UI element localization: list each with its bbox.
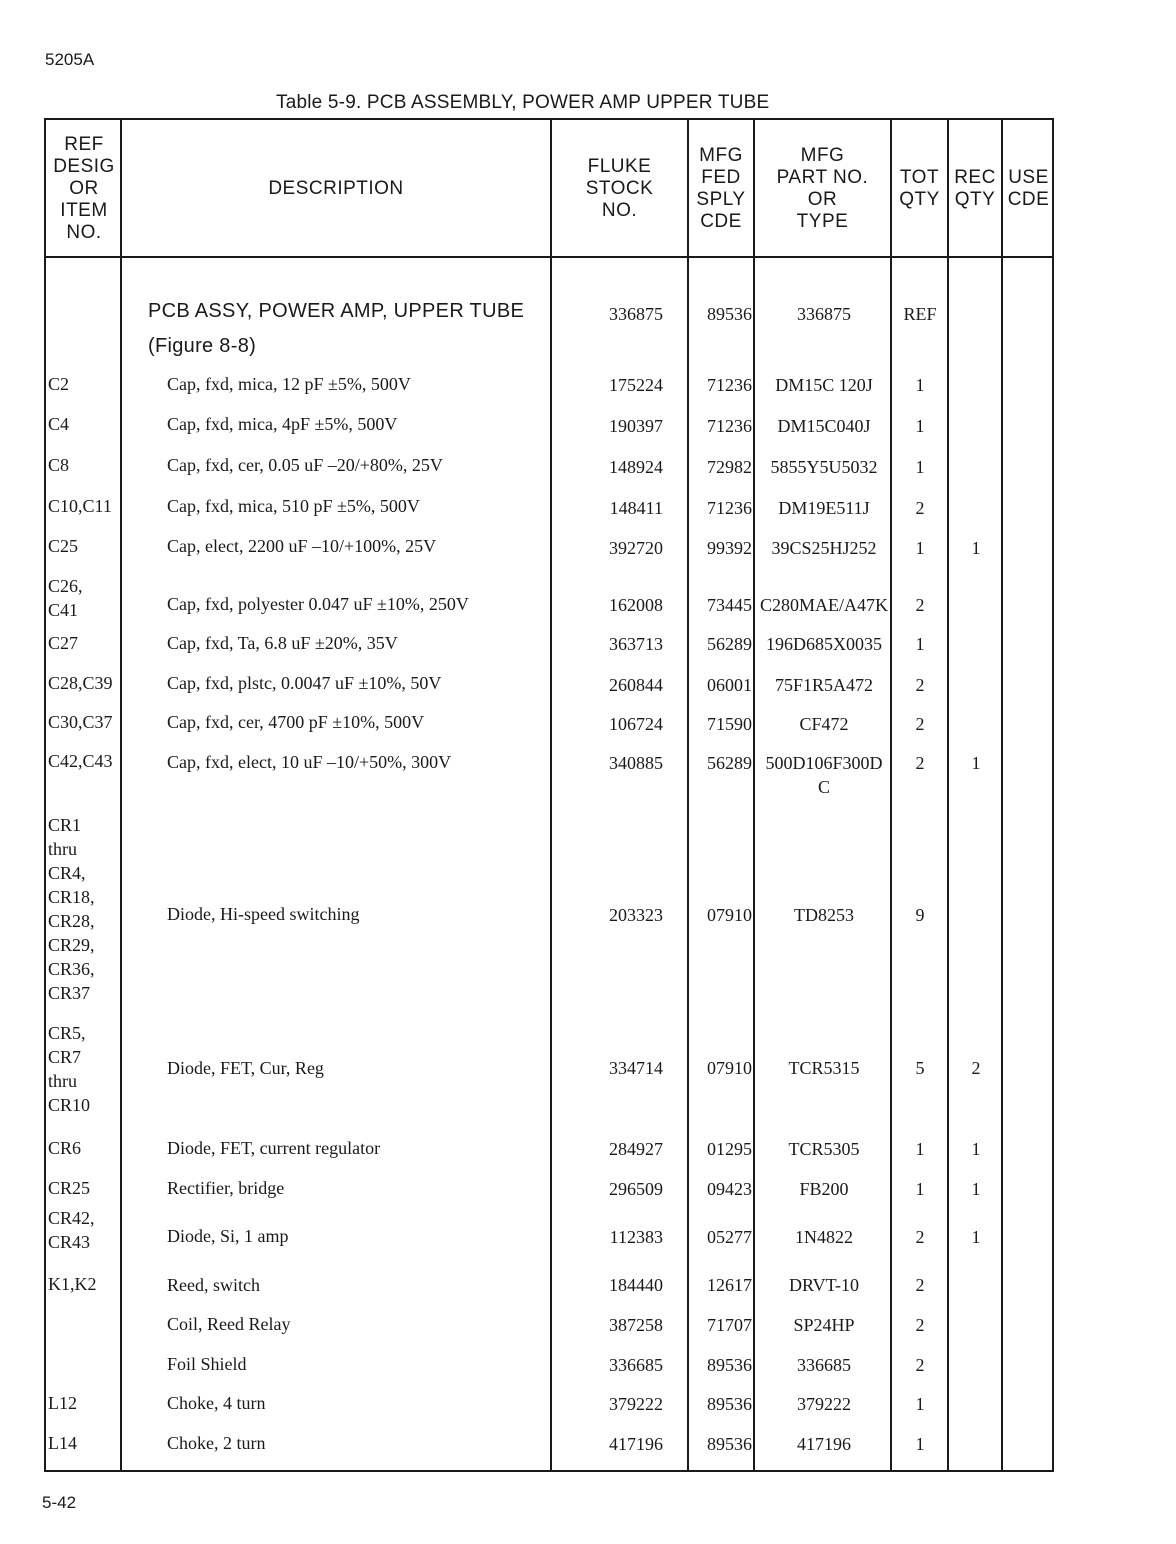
rec-qty: 1 xyxy=(971,1179,981,1199)
tot-qty: 1 xyxy=(915,1394,925,1414)
tot-qty: 2 xyxy=(915,753,925,773)
tot-qty: 1 xyxy=(915,416,925,436)
stock-number: 387258 xyxy=(609,1315,663,1335)
tot-qty: 1 xyxy=(915,375,925,395)
tot-qty: 2 xyxy=(915,1355,925,1375)
tot-qty: 2 xyxy=(915,595,925,615)
description: Foil Shield xyxy=(167,1354,247,1374)
ref-desig: C27 xyxy=(48,633,79,653)
part-number: DM15C 120J xyxy=(775,375,873,395)
stock-number: 260844 xyxy=(609,675,663,695)
stock-number: 417196 xyxy=(609,1434,663,1454)
description: Cap, fxd, mica, 12 pF ±5%, 500V xyxy=(167,374,411,394)
description: Cap, fxd, polyester 0.047 uF ±10%, 250V xyxy=(167,594,469,614)
mfg-code: 71236 xyxy=(707,416,752,436)
col-header-use: USE CDE xyxy=(1007,167,1050,210)
description: Cap, fxd, cer, 4700 pF ±10%, 500V xyxy=(167,712,425,732)
stock-number: 112383 xyxy=(609,1227,663,1247)
mfg-code: 01295 xyxy=(707,1139,752,1159)
description: Cap, fxd, mica, 510 pF ±5%, 500V xyxy=(167,496,420,516)
description: Coil, Reed Relay xyxy=(167,1314,291,1334)
description: Choke, 4 turn xyxy=(167,1393,266,1413)
description: Cap, fxd, plstc, 0.0047 uF ±10%, 50V xyxy=(167,673,442,693)
stock-number: 148924 xyxy=(609,457,663,477)
part-number: TCR5305 xyxy=(788,1139,860,1159)
ref-desig: C8 xyxy=(48,455,70,475)
rec-qty: 2 xyxy=(971,1058,981,1078)
description: Rectifier, bridge xyxy=(167,1178,285,1198)
part-number: 336685 xyxy=(797,1355,851,1375)
stock-number: 106724 xyxy=(609,714,663,734)
tot-qty: 2 xyxy=(915,675,925,695)
part-number: 39CS25HJ252 xyxy=(771,538,877,558)
description: Diode, FET, Cur, Reg xyxy=(167,1058,324,1078)
ref-desig: CR1 thru CR4, CR18, CR28, CR29, CR36, CR37 xyxy=(48,815,95,1003)
stock-number: 203323 xyxy=(609,905,663,925)
tot-qty: 9 xyxy=(915,905,925,925)
description: Cap, elect, 2200 uF –10/+100%, 25V xyxy=(167,536,437,556)
col-header-rec: REC QTY xyxy=(954,167,996,210)
part-number: TCR5315 xyxy=(788,1058,860,1078)
description: Diode, Si, 1 amp xyxy=(167,1226,289,1246)
col-divider xyxy=(947,120,949,1470)
tot-qty: 2 xyxy=(915,1315,925,1335)
part-number: SP24HP xyxy=(793,1315,855,1335)
part-number: C280MAE/A47K xyxy=(759,595,888,615)
stock-number: 175224 xyxy=(609,375,663,395)
ref-desig: L14 xyxy=(48,1433,77,1453)
ref-desig: C2 xyxy=(48,374,70,394)
ref-desig: C4 xyxy=(48,414,70,434)
ref-desig: C10,C11 xyxy=(48,496,112,516)
assembly-mfg: 89536 xyxy=(707,304,752,324)
tot-qty: 1 xyxy=(915,538,925,558)
col-header-mfg: MFG FED SPLY CDE xyxy=(696,145,746,232)
col-header-description: DESCRIPTION xyxy=(268,178,404,199)
stock-number: 190397 xyxy=(609,416,663,436)
ref-desig: C42,C43 xyxy=(48,751,113,771)
tot-qty: 2 xyxy=(915,1275,925,1295)
ref-desig: C26, C41 xyxy=(48,576,83,620)
mfg-code: 05277 xyxy=(707,1227,752,1247)
part-number: DM19E511J xyxy=(778,498,870,518)
description: Cap, fxd, elect, 10 uF –10/+50%, 300V xyxy=(167,752,452,772)
part-number: TD8253 xyxy=(794,905,854,925)
ref-desig: L12 xyxy=(48,1393,77,1413)
col-header-stock: FLUKE STOCK NO. xyxy=(585,156,654,221)
col-header-tot: TOT QTY xyxy=(899,167,940,210)
col-divider xyxy=(1001,120,1003,1470)
ref-desig: CR42, CR43 xyxy=(48,1208,95,1252)
rec-qty: 1 xyxy=(971,1227,981,1247)
part-number: CF472 xyxy=(799,714,849,734)
description: Cap, fxd, cer, 0.05 uF –20/+80%, 25V xyxy=(167,455,443,475)
mfg-code: 89536 xyxy=(707,1394,752,1414)
mfg-code: 71590 xyxy=(707,714,752,734)
part-number: DRVT-10 xyxy=(789,1275,859,1295)
tot-qty: 2 xyxy=(915,1227,925,1247)
description: Cap, fxd, Ta, 6.8 uF ±20%, 35V xyxy=(167,633,398,653)
ref-desig: CR6 xyxy=(48,1138,82,1158)
assembly-figure-ref: (Figure 8-8) xyxy=(148,335,257,357)
assembly-stock: 336875 xyxy=(609,304,663,324)
stock-number: 148411 xyxy=(609,498,663,518)
mfg-code: 73445 xyxy=(707,595,752,615)
mfg-code: 89536 xyxy=(707,1355,752,1375)
mfg-code: 06001 xyxy=(707,675,752,695)
stock-number: 392720 xyxy=(609,538,663,558)
rec-qty: 1 xyxy=(971,753,981,773)
col-header-part: MFG PART NO. OR TYPE xyxy=(776,145,869,232)
stock-number: 334714 xyxy=(609,1058,663,1078)
page-number: 5-42 xyxy=(42,1493,77,1512)
stock-number: 336685 xyxy=(609,1355,663,1375)
mfg-code: 07910 xyxy=(707,905,752,925)
ref-desig: C25 xyxy=(48,536,79,556)
col-divider xyxy=(550,120,552,1470)
tot-qty: 2 xyxy=(915,714,925,734)
parts-table xyxy=(44,118,1054,1472)
part-number: FB200 xyxy=(799,1179,849,1199)
mfg-code: 89536 xyxy=(707,1434,752,1454)
part-number: DM15C040J xyxy=(777,416,871,436)
tot-qty: 1 xyxy=(915,634,925,654)
tot-qty: 1 xyxy=(915,1434,925,1454)
tot-qty: 1 xyxy=(915,457,925,477)
description: Reed, switch xyxy=(167,1275,260,1295)
stock-number: 340885 xyxy=(609,753,663,773)
mfg-code: 99392 xyxy=(707,538,752,558)
mfg-code: 12617 xyxy=(707,1275,752,1295)
rec-qty: 1 xyxy=(971,538,981,558)
description: Cap, fxd, mica, 4pF ±5%, 500V xyxy=(167,414,398,434)
rec-qty: 1 xyxy=(971,1139,981,1159)
stock-number: 363713 xyxy=(609,634,663,654)
tot-qty: 1 xyxy=(915,1179,925,1199)
mfg-code: 71236 xyxy=(707,498,752,518)
part-number: 196D685X0035 xyxy=(766,634,882,654)
assembly-tot: REF xyxy=(903,304,937,324)
assembly-title: PCB ASSY, POWER AMP, UPPER TUBE xyxy=(148,300,525,322)
model-number: 5205A xyxy=(45,50,95,69)
part-number: 75F1R5A472 xyxy=(774,675,873,695)
ref-desig: CR5, CR7 thru CR10 xyxy=(48,1023,91,1115)
description: Choke, 2 turn xyxy=(167,1433,266,1453)
stock-number: 184440 xyxy=(609,1275,663,1295)
stock-number: 379222 xyxy=(609,1394,663,1414)
col-divider xyxy=(120,120,122,1470)
description: Diode, Hi-speed switching xyxy=(167,904,360,924)
part-number: 379222 xyxy=(797,1394,851,1414)
ref-desig: CR25 xyxy=(48,1178,91,1198)
part-number: 417196 xyxy=(797,1434,851,1454)
mfg-code: 07910 xyxy=(707,1058,752,1078)
mfg-code: 71236 xyxy=(707,375,752,395)
part-number: 1N4822 xyxy=(795,1227,853,1247)
stock-number: 162008 xyxy=(609,595,663,615)
ref-desig: C30,C37 xyxy=(48,712,113,732)
stock-number: 284927 xyxy=(609,1139,663,1159)
col-header-ref: REF DESIG OR ITEM NO. xyxy=(53,134,115,243)
mfg-code: 72982 xyxy=(707,457,752,477)
stock-number: 296509 xyxy=(609,1179,663,1199)
assembly-part: 336875 xyxy=(797,304,851,324)
table-title: Table 5-9. PCB ASSEMBLY, POWER AMP UPPER TUBE xyxy=(276,92,770,113)
tot-qty: 1 xyxy=(915,1139,925,1159)
col-divider xyxy=(687,120,689,1470)
mfg-code: 56289 xyxy=(707,753,752,773)
mfg-code: 71707 xyxy=(707,1315,752,1335)
description: Diode, FET, current regulator xyxy=(167,1138,381,1158)
ref-desig: C28,C39 xyxy=(48,673,113,693)
tot-qty: 5 xyxy=(915,1058,925,1078)
part-number: 500D106F300D C xyxy=(765,753,883,797)
part-number: 5855Y5U5032 xyxy=(770,457,878,477)
mfg-code: 56289 xyxy=(707,634,752,654)
ref-desig: K1,K2 xyxy=(48,1274,97,1294)
tot-qty: 2 xyxy=(915,498,925,518)
mfg-code: 09423 xyxy=(707,1179,752,1199)
